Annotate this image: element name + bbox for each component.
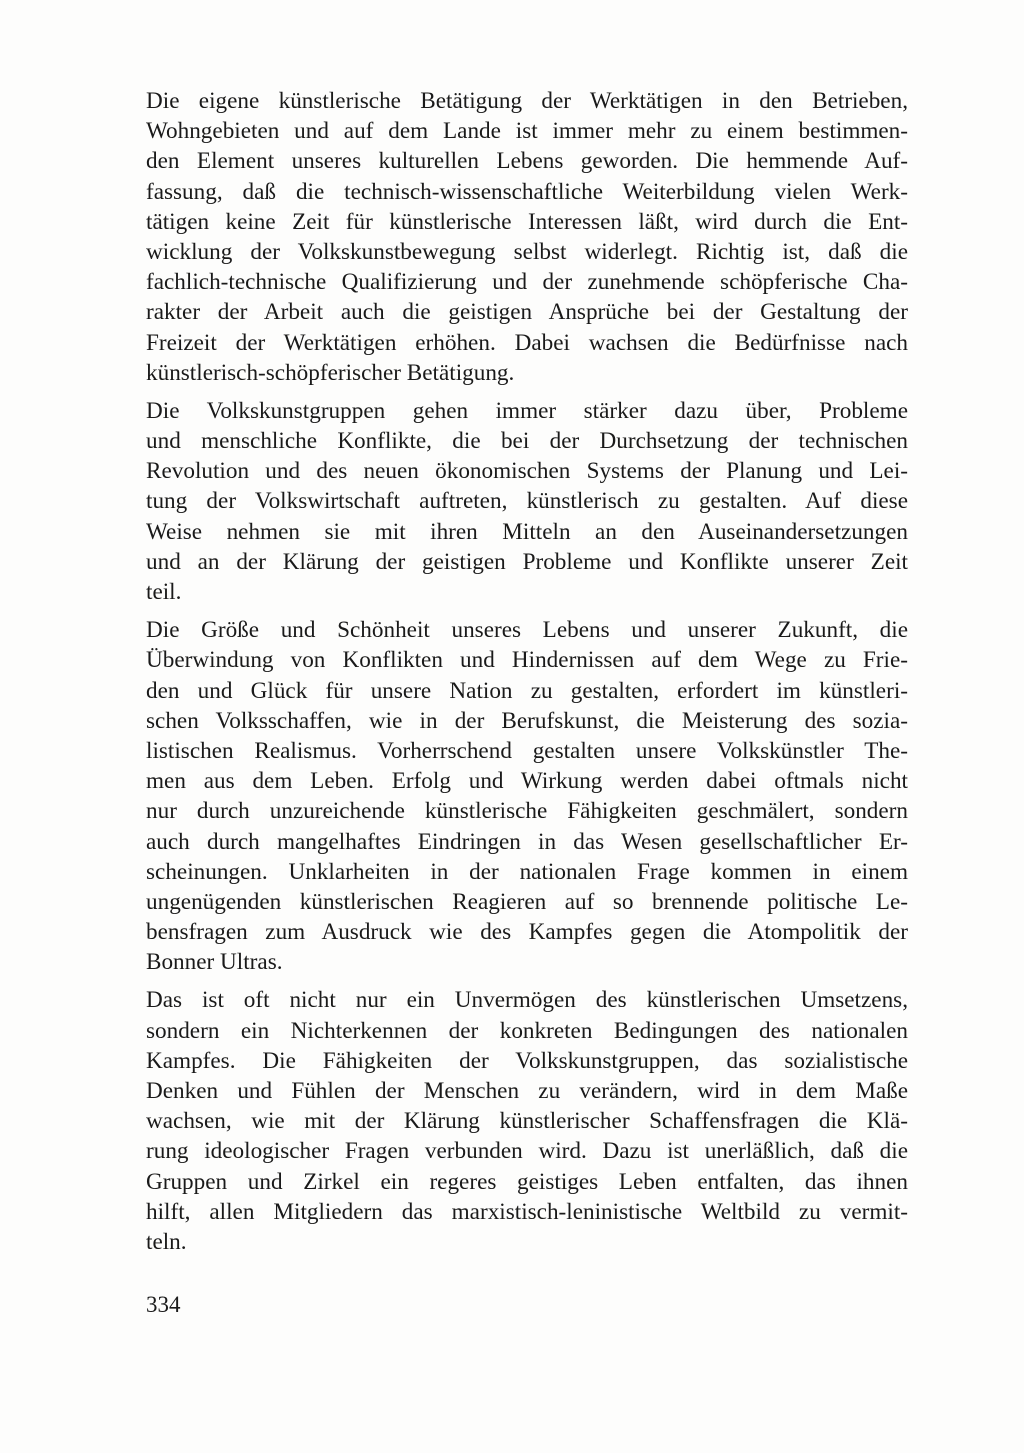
text-line: fachlich-technische Qualifizierung und der zunehmende schöpferische Cha- bbox=[146, 269, 908, 296]
page-number: 334 bbox=[146, 1292, 181, 1317]
text-line: fassung, daß die technisch-wissenschaftliche Weiterbildung vielen Werk- bbox=[146, 178, 908, 205]
text-line: Die Größe und Schönheit unseres Lebens und unserer Zukunft, die bbox=[146, 617, 908, 644]
text-line: und menschliche Konflikte, die bei der Durchsetzung der technischen bbox=[146, 428, 908, 455]
text-line: Gruppen und Zirkel ein regeres geistiges Leben entfalten, das ihnen bbox=[146, 1168, 908, 1195]
text-line: ungenügenden künstlerischen Reagieren auf so brennende politische Le- bbox=[146, 888, 908, 915]
text-line: hilft, allen Mitgliedern das marxistisch-leninistische Weltbild zu vermit- bbox=[146, 1198, 908, 1225]
body-text bbox=[146, 86, 908, 1257]
text-line: teln. bbox=[146, 1228, 187, 1255]
text-line: und an der Klärung der geistigen Probleme und Konflikte unserer Zeit bbox=[146, 548, 908, 575]
text-line: Wohngebieten und auf dem Lande ist immer mehr zu einem bestimmen- bbox=[146, 118, 908, 145]
paragraph-gap bbox=[146, 607, 908, 615]
text-line: Bonner Ultras. bbox=[146, 949, 283, 976]
text-line: künstlerisch-schöpferischer Betätigung. bbox=[146, 359, 515, 386]
text-line: schen Volksschaffen, wie in der Berufskunst, die Meisterung des sozia- bbox=[146, 707, 908, 734]
text-line: listischen Realismus. Vorherrschend gestalten unsere Volkskünstler The- bbox=[146, 737, 908, 764]
text-line: Kampfes. Die Fähigkeiten der Volkskunstgruppen, das sozialistische bbox=[146, 1047, 908, 1074]
paragraph-gap bbox=[146, 388, 908, 396]
text-line: Freizeit der Werktätigen erhöhen. Dabei wachsen die Bedürfnisse nach bbox=[146, 329, 908, 356]
paragraph bbox=[146, 86, 908, 388]
text-line: wachsen, wie mit der Klärung künstlerischer Schaffensfragen die Klä- bbox=[146, 1108, 908, 1135]
text-line: teil. bbox=[146, 579, 182, 605]
text-line: auch durch mangelhaftes Eindringen in das Wesen gesellschaftlicher Er- bbox=[146, 828, 908, 855]
paragraph bbox=[146, 985, 908, 1257]
paragraph-gap bbox=[146, 977, 908, 985]
text-line: Weise nehmen sie mit ihren Mitteln an den Auseinandersetzungen bbox=[146, 518, 908, 545]
text-line: Das ist oft nicht nur ein Unvermögen des künstlerischen Umsetzens, bbox=[146, 987, 908, 1014]
text-line: tätigen keine Zeit für künstlerische Interessen läßt, wird durch die Ent- bbox=[146, 208, 908, 235]
text-line: Überwindung von Konflikten und Hindernissen auf dem Wege zu Frie- bbox=[146, 647, 908, 674]
text-line: rakter der Arbeit auch die geistigen Ansprüche bei der Gestaltung der bbox=[146, 299, 908, 326]
text-line: rung ideologischer Fragen verbunden wird. Dazu ist unerläßlich, daß die bbox=[146, 1138, 908, 1165]
text-line: men aus dem Leben. Erfolg und Wirkung werden dabei oftmals nicht bbox=[146, 768, 908, 795]
paragraph bbox=[146, 615, 908, 977]
paragraph bbox=[146, 396, 908, 607]
text-line: wicklung der Volkskunstbewegung selbst widerlegt. Richtig ist, daß die bbox=[146, 238, 908, 265]
text-line: Denken und Fühlen der Menschen zu verändern, wird in dem Maße bbox=[146, 1078, 908, 1104]
text-line: Die Volkskunstgruppen gehen immer stärker dazu über, Probleme bbox=[146, 397, 908, 424]
text-line: den Element unseres kulturellen Lebens geworden. Die hemmende Auf- bbox=[146, 148, 908, 175]
text-line: Revolution und des neuen ökonomischen Systems der Planung und Lei- bbox=[146, 458, 908, 485]
text-line: nur durch unzureichende künstlerische Fähigkeiten geschmälert, sondern bbox=[146, 798, 908, 825]
text-line: den und Glück für unsere Nation zu gestalten, erfordert im künstleri- bbox=[146, 677, 908, 704]
text-line: bensfragen zum Ausdruck wie des Kampfes gegen die Atompolitik der bbox=[146, 919, 908, 946]
text-line: tung der Volkswirtschaft auftreten, künstlerisch zu gestalten. Auf diese bbox=[146, 488, 908, 515]
text-line: scheinungen. Unklarheiten in der nationalen Frage kommen in einem bbox=[146, 858, 908, 885]
text-line: Die eigene künstlerische Betätigung der Werktätigen in den Betrieben, bbox=[146, 88, 908, 114]
text-line: sondern ein Nichterkennen der konkreten Bedingungen des nationalen bbox=[146, 1017, 908, 1044]
